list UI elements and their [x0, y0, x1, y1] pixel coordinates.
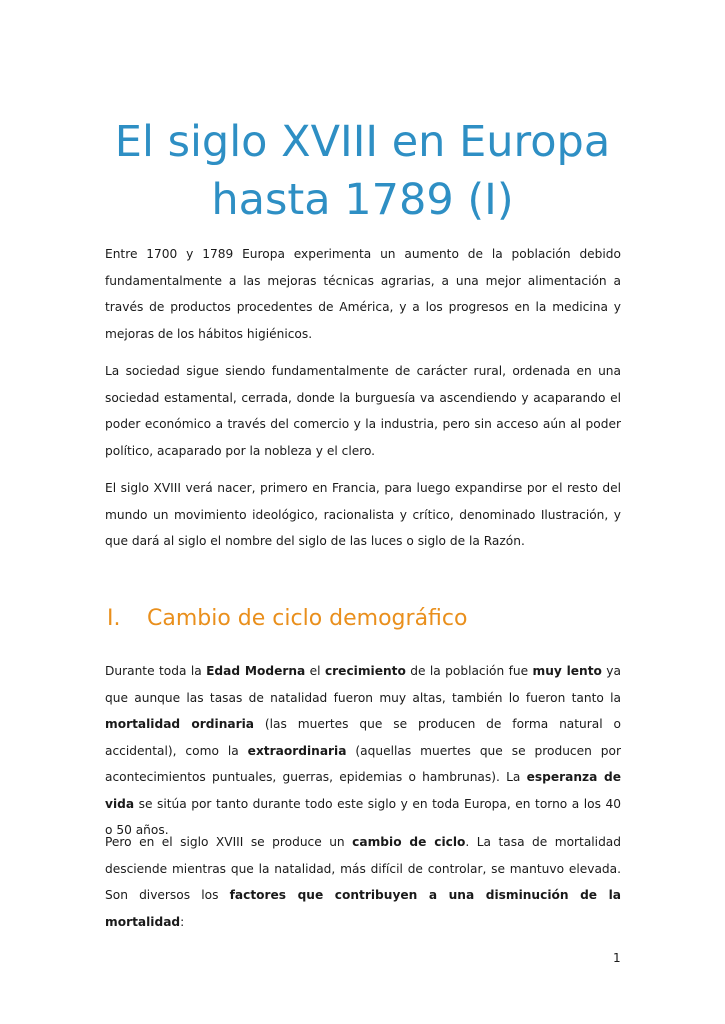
section-title: Cambio de ciclo demográfico — [147, 606, 468, 631]
bold-term-crecimiento: crecimiento — [324, 664, 406, 678]
bold-term-mortalidad-ordinaria: mortalidad ordinaria — [105, 717, 255, 731]
section-paragraph-2 — [105, 829, 621, 935]
text-run: (aquellas muertes que se producen por acontecimientos puntuales, guerras, epidemias o hambrunas). La — [105, 743, 621, 784]
bold-term-extraordinaria: extraordinaria — [247, 743, 347, 758]
text-run: el — [305, 664, 325, 678]
page-number: 1 — [613, 951, 621, 965]
intro-paragraph-1: Entre 1700 y 1789 Europa experimenta un aumento de la población debido fundamentalmente a las mejoras técnicas agrarias, a una mejor alimentación a través de productos procedentes de América, y a los progresos en la medicina y mejoras de los hábitos higiénicos. — [105, 247, 621, 341]
text-run: : — [180, 914, 185, 929]
text-run: Pero en el siglo XVIII se produce un — [105, 835, 353, 849]
page-title-line-2: hasta 1789 (I) — [211, 175, 514, 225]
bold-term-factores: factores que contribuyen a una disminución de la mortalidad — [105, 888, 621, 929]
text-run: de la población fue — [405, 664, 533, 678]
page-title-line-1: El siglo XVIII en Europa — [114, 117, 611, 167]
text-run: ya que aunque las tasas de natalidad fueron muy altas, también lo fueron tanto la — [105, 664, 621, 705]
bold-term-cambio-de-ciclo: cambio de ciclo — [352, 835, 466, 849]
page-title — [0, 113, 725, 229]
bold-term-edad-moderna: Edad Moderna — [206, 664, 306, 678]
bold-term-muy-lento: muy lento — [532, 664, 602, 678]
text-run: Durante toda la — [105, 664, 207, 678]
text-run: (las muertes que se producen de forma natural o accidental), como la — [105, 717, 621, 758]
text-run: se sitúa por tanto durante todo este siglo y en toda Europa, en torno a los 40 o 50 años. — [105, 796, 621, 837]
intro-paragraph-3: El siglo XVIII verá nacer, primero en Francia, para luego expandirse por el resto del mundo un movimiento ideológico, racionalista y crítico, denominado Ilustración, y que dará al siglo el nombre del siglo de las luces o siglo de la Razón. — [105, 481, 621, 548]
section-number: I. — [107, 606, 121, 631]
bold-term-esperanza-de-vida: esperanza de vida — [105, 770, 621, 811]
intro-paragraph-2: La sociedad sigue siendo fundamentalmente de carácter rural, ordenada en una sociedad estamental, cerrada, donde la burguesía va ascendiendo y acaparando el poder económico a través del comercio y la industria, pero sin acceso aún al poder político, acaparado por la nobleza y el clero. — [105, 364, 621, 458]
text-run: . La tasa de mortalidad desciende mientras que la natalidad, más difícil de controlar, se mantuvo elevada. Son diversos los — [105, 835, 622, 902]
section-paragraph-1 — [105, 658, 621, 844]
section-heading — [107, 602, 467, 636]
